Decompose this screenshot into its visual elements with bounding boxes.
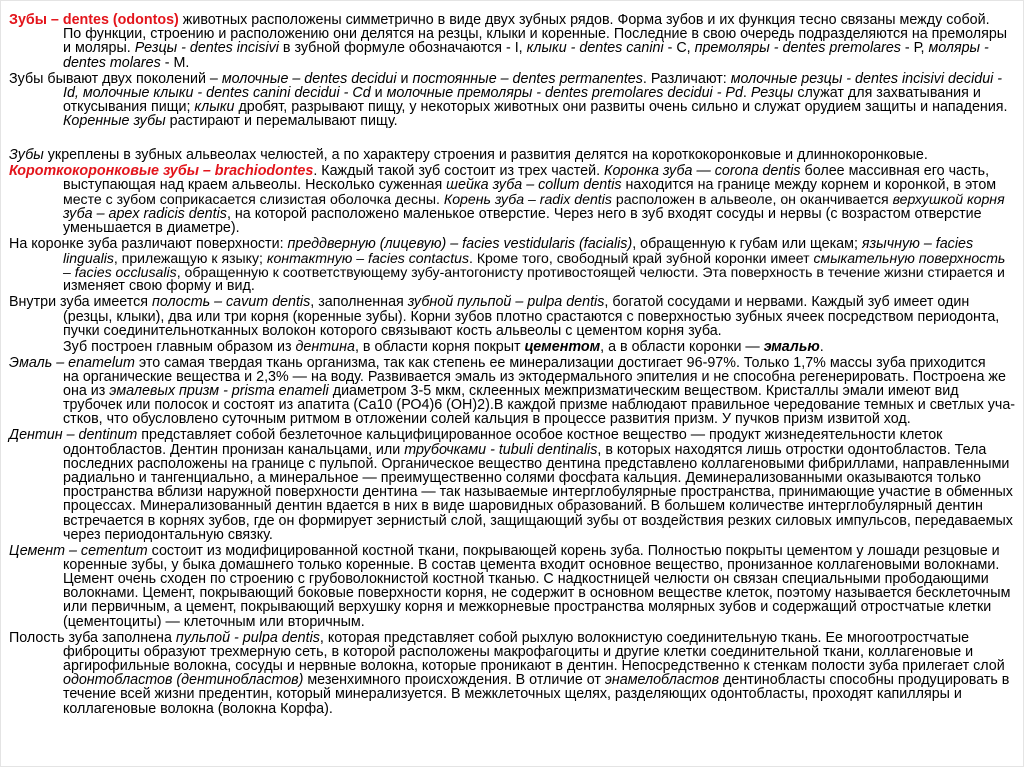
text-line: [9, 485, 1015, 499]
body-text: это самая твердая ткань организма, так как степень ее минерализации достигает 96-97%. Только 1,7% массы зуба приходится: [134, 354, 986, 371]
italic-term: моляры -: [928, 40, 989, 57]
text-line: [9, 659, 1015, 673]
body-text: мезенхимного происхождения. В отличие от: [303, 672, 605, 689]
body-text: и: [370, 84, 387, 101]
text-line: [9, 428, 1015, 442]
text-line: [9, 13, 1015, 27]
italic-term: lingualis: [63, 250, 114, 266]
body-text: и: [396, 70, 413, 87]
paragraph-tooth-alveoli: [9, 148, 1015, 162]
text-line: [9, 600, 1015, 614]
body-text: волокнами. Цемент, покрывающий боковые поверхности корня, не содержит в основном веществе клеток, поэтому называется бесклеточным: [63, 585, 1011, 602]
italic-term: Коронка зуба — corona dentis: [604, 163, 801, 180]
body-text: , которая представляет собой рыхлую волокнистую соединительную ткань. Ее многоотростчатые: [319, 629, 970, 646]
text-line: [9, 56, 1015, 70]
text-line: [9, 514, 1015, 528]
body-text: , богатой сосудами и нервами. Каждый зуб имеет один: [604, 294, 970, 311]
body-text: диаметром 3-5 мкм, склеенных межпризматическим веществом. Кристаллы эмали имеют вид: [328, 383, 959, 400]
body-text: (цементоциты) — клеточным или вторичным.: [63, 613, 365, 630]
text-line: [9, 645, 1015, 659]
text-line: [9, 528, 1015, 542]
italic-term: молочные – dentes decidui: [221, 70, 397, 87]
paragraph-tooth-generations: [9, 72, 1015, 129]
italic-term: – facies occlusalis: [63, 264, 177, 281]
italic-term: смыкательную поверхность: [813, 250, 1006, 266]
body-text: , прилежащую к языку;: [113, 250, 267, 266]
body-text: расположен в альвеоле, он оканчивается: [611, 191, 893, 208]
body-text: Цемент очень сходен по строению с грубоволокнистой костной тканью. С надкостницей челюсти он связан специальными прободающими: [63, 571, 989, 588]
italic-term: dentes molares: [63, 54, 161, 71]
body-text: - С,: [663, 40, 695, 57]
paragraph-brachiodont-teeth: [9, 164, 1015, 235]
italic-term: Id, молочные клыки - dentes canini decidui - Cd: [63, 84, 371, 101]
italic-term: энамелобластов: [604, 672, 720, 689]
body-text: служат для захватывания и: [793, 84, 981, 101]
text-line: [9, 164, 1015, 178]
text-line: [9, 148, 1015, 162]
body-text: уменьшается в диаметре).: [63, 219, 240, 236]
body-text: укреплены в зубных альвеолах челюстей, а по характеру строения и развития делятся на короткокоронковые и длиннокоронковые.: [43, 147, 928, 164]
body-text: Полость зуба заполнена: [9, 629, 176, 646]
bold-italic-term: цементом: [524, 338, 601, 355]
body-text: она из: [63, 383, 110, 400]
body-text: радиально и тангенциально, а минеральное — преимущественно солями фосфата кальция. Деминерализованными оказываются только: [63, 470, 981, 486]
text-line: [9, 471, 1015, 485]
body-text: фиброциты образуют трехмерную сеть, в которой расположены макрофагоциты и другие клетки соединительной ткани, коллагеновые и: [63, 643, 974, 660]
bold-italic-term: эмалью: [763, 338, 820, 355]
body-text: находится на границе между корнем и коронкой, в этом: [621, 177, 997, 194]
italic-term: эмалевых призм - prisma enameli: [109, 383, 329, 400]
italic-term: премоляры - dentes premolares: [694, 40, 901, 57]
text-line: [9, 27, 1015, 41]
italic-term: язычную – facies: [861, 235, 974, 252]
text-line: [9, 86, 1015, 100]
italic-term: Цемент – cementum: [9, 542, 148, 559]
italic-term: Резцы: [750, 84, 794, 101]
body-text: или первичным, а цемент, покрывающий верхушку корня и межкорневые пространства молярных зубов и содержащий отростчатые клетки: [63, 599, 992, 616]
italic-term: Эмаль – enamelum: [9, 354, 135, 371]
body-text: , на которой расположено маленькое отверстие. Через него в зуб входят сосуды и нервы (с возрастом отверстие: [226, 205, 982, 222]
body-text: представляет собой безлеточное кальцифицированное особое костное вещество — продукт жизнедеятельности клеток: [137, 427, 943, 444]
text-line: [9, 114, 1015, 128]
text-line: [9, 398, 1015, 412]
body-text: выступающая над краем альвеолы. Несколько суженная: [63, 177, 447, 194]
text-line: [9, 41, 1015, 55]
body-text: аргирофильные волокна, сосуды и нервные волокна, которые проникают в дентин. Непосредственно к стенкам полости зуба прилегает слой: [63, 658, 1005, 675]
italic-term: Дентин – dentinum: [9, 427, 138, 444]
red-heading-term: Короткокоронковые зубы – brachiodontes: [9, 163, 314, 180]
italic-term: преддверную (лицевую) – facies vestidularis (facialis): [287, 235, 633, 252]
body-text: одонтобластов. Дентин пронизан канальцами, или: [63, 441, 405, 458]
body-text: На коронке зуба различают поверхности:: [9, 235, 288, 252]
text-line: [9, 251, 1015, 265]
italic-term: клыки: [194, 98, 235, 115]
body-text: , в области корня покрыт: [354, 338, 525, 355]
body-text: , обращенную к губам или щекам;: [632, 235, 862, 252]
body-text: коренные зубы, у быка домашнего только коренные. В состав цемента входит основное вещество, пронизанное коллагеновыми волокнами.: [63, 556, 1000, 573]
italic-term: Корень зуба – radix dentis: [443, 191, 612, 208]
body-text: процессах. Минерализованный дентин вдается в них в виде шаровидных образований. В большем количестве интерглобулярный дентин: [63, 498, 983, 515]
text-line: [9, 544, 1015, 558]
text-line: [9, 295, 1015, 309]
body-text: пространства вблизи наружной поверхности дентина — так называемые интерглобулярные пространства, принимающие участие в обменных: [63, 484, 1013, 501]
italic-term: шейка зуба – collum dentis: [446, 177, 622, 194]
body-text: . Кроме того, свободный край зубной коронки имеет: [469, 250, 814, 266]
body-text: последних расположены на границе с пульпой. Органическое вещество дентина представлено коллагеновыми фибриллами, направленными: [63, 455, 1010, 472]
italic-term: клыки - dentes canini: [526, 40, 664, 57]
body-text: Внутри зуба имеется: [9, 294, 153, 311]
text-line: [9, 673, 1015, 687]
text-line: [9, 265, 1015, 279]
body-text: , обращенную к соответствующему зубу-антогонисту противостоящей челюсти. Эта поверхность в течение жизни стирается и: [176, 264, 1005, 281]
body-text: стков, что обусловлено суточным ритмом в отложении солей кальция в процессе развития призм. У пучков призм извитой ход.: [63, 411, 911, 428]
text-line: [9, 615, 1015, 629]
italic-term: дентина: [295, 338, 355, 355]
paragraph-tooth-composition: [9, 340, 1015, 354]
body-text: Зуб построен главным образом из: [63, 338, 296, 355]
body-text: . Различают:: [642, 70, 731, 87]
text-line: [9, 237, 1015, 251]
body-text: и моляры.: [63, 40, 135, 57]
italic-term: полость – cavum dentis: [152, 294, 311, 311]
body-text: дробят, разрывают пищу, у некоторых животных они развиты очень сильно и служат орудием защиты и нападения.: [234, 98, 1008, 115]
text-line: [9, 178, 1015, 192]
text-line: [9, 586, 1015, 600]
body-text: По функции, строению и расположению они делятся на резцы, клыки и коренные. Последние в свою очередь подразделяются на премоляры: [63, 26, 1008, 43]
body-text: .: [742, 84, 751, 101]
text-line: [9, 279, 1015, 293]
body-text: пучки соединительнотканных волокон которого связывают кость альвеолы с цементом корня зуба.: [63, 322, 722, 339]
body-text: откусывания пищи;: [63, 98, 195, 115]
italic-term: контактную – facies contactus: [266, 250, 469, 266]
body-text: Зубы бывают двух поколений –: [9, 70, 222, 87]
body-text: .: [819, 338, 824, 355]
text-line: [9, 384, 1015, 398]
body-text: животных расположены симметрично в виде двух зубных рядов. Форма зубов и их функция тесно связаны между собой.: [178, 12, 990, 28]
body-text: месте с зубом соприкасается слизистая оболочка десны.: [63, 191, 444, 208]
document-text-body: [9, 13, 1015, 718]
body-text: , в которых находятся лишь отростки одонтобластов. Тела: [597, 441, 987, 458]
paragraph-teeth-overview: [9, 13, 1015, 70]
text-line: [9, 221, 1015, 235]
italic-term: Зубы: [9, 147, 44, 164]
body-text: растирают и перемалывают пищу.: [165, 113, 398, 130]
text-line: [9, 356, 1015, 370]
paragraph-enamel: [9, 356, 1015, 427]
paragraph-dentin: [9, 428, 1015, 542]
italic-term: Коренные зубы: [63, 113, 166, 130]
text-line: [9, 192, 1015, 206]
text-line: [9, 558, 1015, 572]
italic-term: Резцы - dentes incisivi: [134, 40, 279, 57]
body-text: трубочек или полосок и состоят из апатита (Са10 (РО4)6 (ОН)2).В каждой призме наблюдают правильное чередование темных и светлых уча-: [63, 397, 1016, 414]
body-text: в зубной формуле обозначаются - I,: [278, 40, 527, 57]
italic-term: зубной пульпой – pulpa dentis: [407, 294, 605, 311]
italic-term: одонтобластов (дентинобластов): [63, 672, 304, 689]
italic-term: трубочками - tubuli dentinalis: [404, 441, 598, 458]
text-line: [9, 499, 1015, 513]
text-line: [9, 457, 1015, 471]
body-text: состоит из модифицированной костной ткани, покрывающей корень зуба. Полностью покрыты цементом у лошади резцовые и: [147, 542, 1000, 559]
italic-term: пульпой - pulpa dentis: [175, 629, 320, 646]
body-text: более массивная его часть,: [800, 163, 990, 180]
body-text: , заполненная: [310, 294, 408, 311]
text-line: [9, 340, 1015, 354]
paragraph-pulp: [9, 631, 1015, 716]
body-text: изменяет свою форму и вид.: [63, 278, 255, 295]
italic-term: молочные премоляры - dentes premolares decidui - Pd: [386, 84, 743, 101]
red-heading-term: Зубы – dentes (odontos): [9, 12, 179, 28]
paragraph-tooth-cavity: [9, 295, 1015, 338]
text-line: [9, 412, 1015, 426]
text-line: [9, 702, 1015, 716]
body-text: - Р,: [900, 40, 929, 57]
text-line: [9, 72, 1015, 86]
italic-term: постоянные – dentes permanentes: [412, 70, 643, 87]
paragraph-crown-surfaces: [9, 237, 1015, 294]
text-line: [9, 443, 1015, 457]
body-text: на органические вещества и 2,3% — на воду. Развивается эмаль из эктодермального эпителия и не способна регенерировать. Построена же: [63, 368, 1006, 385]
italic-term: молочные резцы - dentes incisivi decidui -: [730, 70, 1003, 87]
paragraph-cementum: [9, 544, 1015, 629]
body-text: , а в области коронки —: [600, 338, 764, 355]
text-line: [9, 207, 1015, 221]
body-text: через периодонтальную связку.: [63, 526, 273, 543]
body-text: дентинобласты способны продуцировать в: [719, 672, 1010, 689]
text-line: [9, 687, 1015, 701]
text-line: [9, 631, 1015, 645]
text-line: [9, 572, 1015, 586]
body-text: коллагеновые волокна (волокна Корфа).: [63, 700, 333, 717]
body-text: течение всей жизни предентин, который минерализуется. В межклеточных щелях, разделяющих одонтобласты, проходят капилляры и: [63, 686, 962, 703]
body-text: . Каждый такой зуб состоит из трех частей.: [313, 163, 605, 180]
italic-term: зуба – apex radicis dentis: [63, 205, 227, 222]
italic-term: верхушкой корня: [892, 191, 1005, 208]
text-line: [9, 310, 1015, 324]
text-line: [9, 100, 1015, 114]
body-text: - М.: [160, 54, 190, 71]
body-text: (резцы, клыки), два или три корня (коренные зубы). Корни зубов плотно срастаются с поверхностью зубных ячеек посредством периодонта,: [63, 308, 1000, 325]
text-line: [9, 324, 1015, 338]
text-line: [9, 370, 1015, 384]
body-text: встречается в корнях зубов, где он формирует зернистый слой, защищающий зубы от воздействия резких силовых импульсов, передаваемых: [63, 512, 1013, 529]
